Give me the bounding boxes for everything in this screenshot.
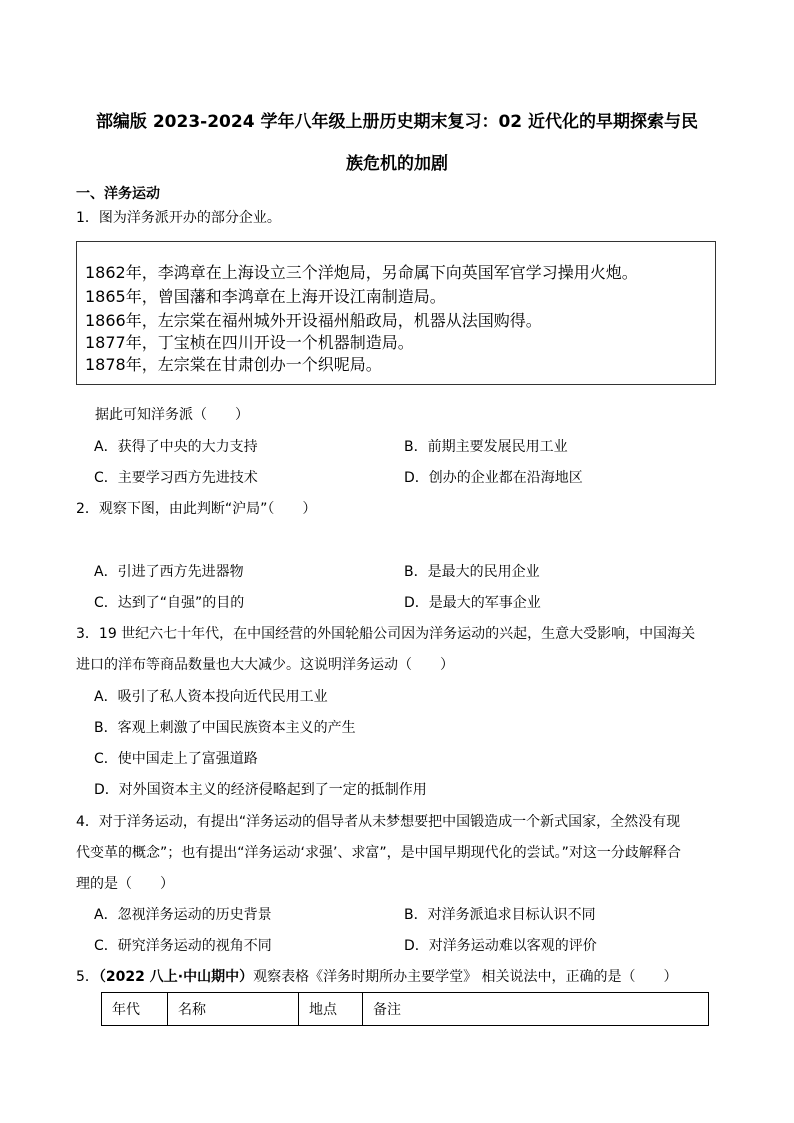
q3-option-d: D．对外国资本主义的经济侵略起到了一定的抵制作用 [94, 782, 427, 798]
q5-table [101, 992, 709, 1026]
q5-number: 5． [76, 969, 99, 985]
q4-stem-line-1: 4．对于洋务运动，有提出“洋务运动的倡导者从未梦想要把中国锻造成一个新式国家，全然没有现 [76, 814, 681, 830]
q5-stem [76, 966, 678, 986]
table-header-row [102, 993, 709, 1026]
q4-option-a: A．忽视洋务运动的历史背景 [94, 907, 272, 923]
q2-option-c: C．达到了“自强”的目的 [94, 595, 245, 611]
q4-option-c: C．研究洋务运动的视角不同 [94, 938, 272, 954]
q4-option-d: D．对洋务运动难以客观的评价 [404, 938, 597, 954]
q4-stem-line-3: 理的是（ ） [76, 876, 174, 892]
table-header-cell: 地点 [299, 993, 363, 1026]
q5-stem-text: 观察表格《洋务时期所办主要学堂》 相关说法中，正确的是（ ） [253, 969, 678, 985]
q3-option-a: A．吸引了私人资本投向近代民用工业 [94, 689, 328, 705]
q1-option-a: A．获得了中央的大力支持 [94, 439, 258, 455]
q1-option-b: B．前期主要发展民用工业 [404, 439, 568, 455]
q4-stem-line-2: 代变革的概念”；也有提出“洋务运动‘求强’、求富”，是中国早期现代化的尝试。”对这一分歧解释合 [76, 845, 681, 861]
q1-material-line: 1865年，曾国藩和李鸿章在上海开设江南制造局。 [85, 287, 446, 306]
q4-option-b: B．对洋务派追求目标认识不同 [404, 907, 596, 923]
table-header-cell: 年代 [102, 993, 168, 1026]
table-header-cell: 名称 [168, 993, 299, 1026]
title-line-2: 族危机的加剧 [346, 154, 448, 174]
q3-stem-line-1: 3．19 世纪六七十年代，在中国经营的外国轮船公司因为洋务运动的兴起，生意大受影响，中国海关 [76, 626, 696, 642]
q1-option-d: D．创办的企业都在沿海地区 [404, 470, 583, 486]
table-header-cell: 备注 [363, 993, 709, 1026]
q3-option-c: C．使中国走上了富强道路 [94, 751, 258, 767]
q2-option-d: D．是最大的军事企业 [404, 595, 541, 611]
q3-option-b: B．客观上刺激了中国民族资本主义的产生 [94, 720, 356, 736]
q1-material-line: 1878年，左宗棠在甘肃创办一个织呢局。 [85, 355, 382, 374]
q1-material-box [76, 241, 716, 385]
q5-source: （2022 八上·中山期中） [98, 969, 254, 985]
q2-stem: 2．观察下图，由此判断“沪局”（ ） [76, 501, 317, 517]
q1-prompt: 据此可知洋务派（ ） [95, 407, 249, 423]
section-heading: 一、洋务运动 [76, 186, 160, 202]
q3-stem-line-2: 进口的洋布等商品数量也大大减少。这说明洋务运动（ ） [76, 657, 454, 673]
title-line-1: 部编版 2023-2024 学年八年级上册历史期末复习：02 近代化的早期探索与民 [95, 112, 699, 132]
q2-option-b: B．是最大的民用企业 [404, 564, 540, 580]
q1-material-line: 1862年，李鸿章在上海设立三个洋炮局，另命属下向英国军官学习操用火炮。 [85, 263, 638, 282]
q1-material-line: 1866年，左宗棠在福州城外开设福州船政局，机器从法国购得。 [85, 311, 542, 330]
q1-option-c: C．主要学习西方先进技术 [94, 470, 258, 486]
q1-material-line: 1877年，丁宝桢在四川开设一个机器制造局。 [85, 333, 414, 352]
q1-stem: 1．图为洋务派开办的部分企业。 [76, 210, 281, 226]
q2-option-a: A．引进了西方先进器物 [94, 564, 244, 580]
